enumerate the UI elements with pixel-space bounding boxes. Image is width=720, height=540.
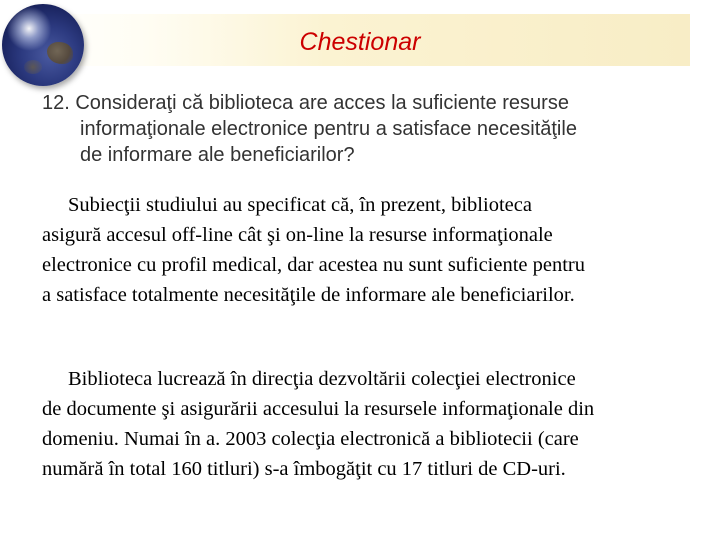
paragraph-line: electronice cu profil medical, dar acestea nu sunt suficiente pentru [42,254,586,276]
globe-land-shape [24,60,42,74]
question-line: de informare ale beneficiarilor? [80,144,355,166]
page-title: Chestionar [299,28,421,56]
paragraph-line: Biblioteca lucrează în direcţia dezvoltării colecţiei electronice [68,368,576,390]
question-text [42,90,682,168]
answer-paragraph [42,364,702,484]
question-line: 12. Consideraţi că biblioteca are acces la suficiente resurse [42,92,569,114]
question-line: informaţionale electronice pentru a satisface necesităţile [80,118,577,140]
paragraph-line: de documente şi asigurării accesului la resursele informaţionale din [42,398,595,420]
answer-paragraph [42,190,702,310]
paragraph-line: domeniu. Numai în a. 2003 colecţia electronică a bibliotecii (care [42,428,579,450]
paragraph-line: Subiecţii studiului au specificat că, în prezent, biblioteca [68,194,532,216]
paragraph-line: a satisface totalmente necesităţile de informare ale beneficiarilor. [42,284,575,306]
paragraph-line: asigură accesul off-line cât şi on-line la resurse informaţionale [42,224,553,246]
paragraph-line: numără în total 160 titluri) s-a îmbogăţit cu 17 titluri de CD-uri. [42,458,566,480]
